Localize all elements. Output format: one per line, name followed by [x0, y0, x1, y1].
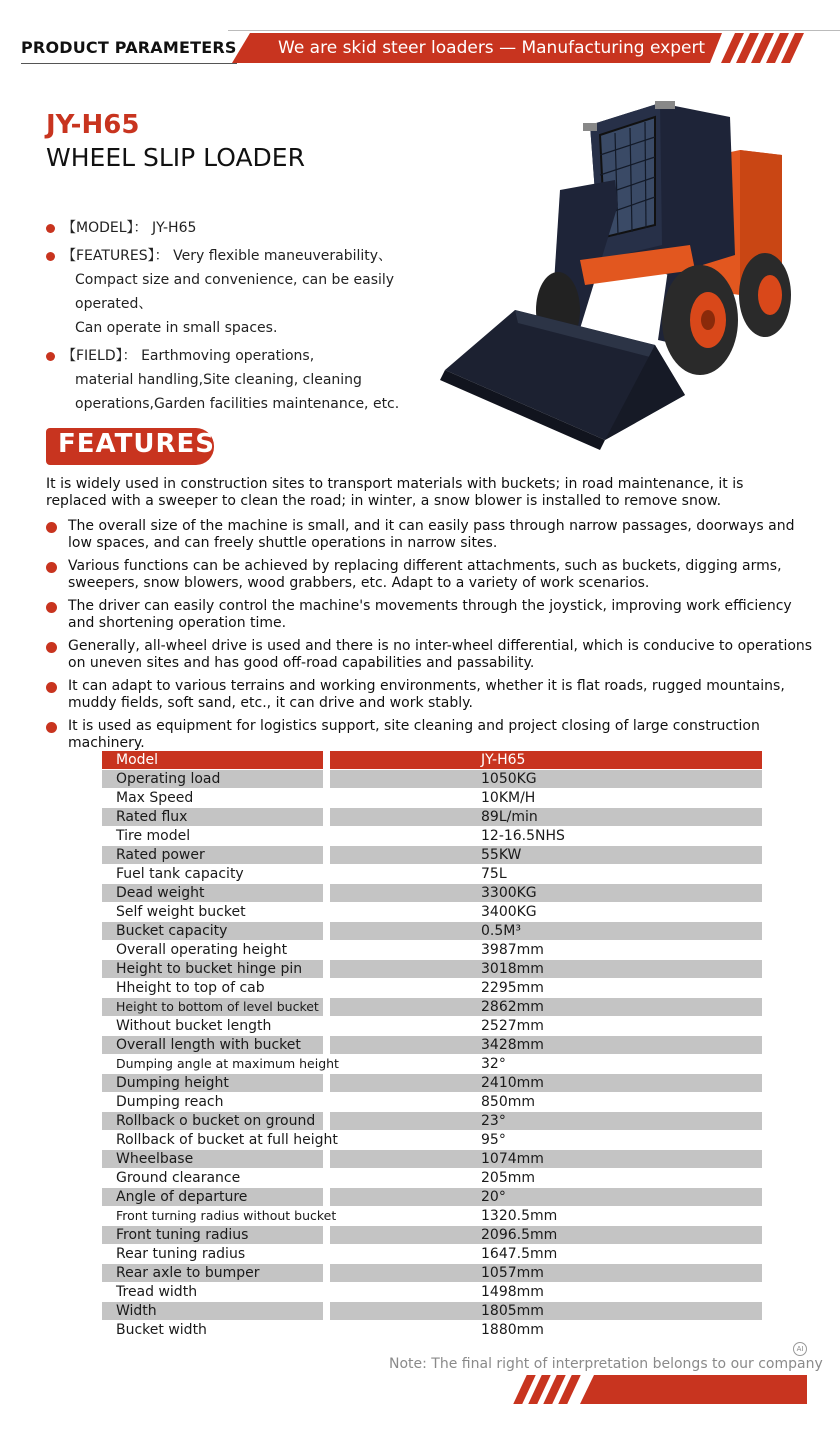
table-row: [102, 1093, 762, 1112]
spec-model-label: 【MODEL】：: [62, 220, 148, 236]
table-value: 2527mm: [481, 1018, 544, 1034]
table-key: Dumping height: [102, 1074, 323, 1092]
table-value: 2410mm: [330, 1074, 762, 1092]
table-value: 89L/min: [330, 808, 762, 826]
table-value: 1074mm: [330, 1150, 762, 1168]
table-header-key: Model: [102, 751, 323, 769]
header-title: PRODUCT PARAMETERS: [21, 38, 237, 57]
spec-field: [46, 344, 446, 416]
table-value: 20°: [330, 1188, 762, 1206]
table-value: 3987mm: [481, 942, 544, 958]
table-header-value: JY-H65: [330, 751, 762, 769]
bullet-text: It can adapt to various terrains and working environments, whether it is flat roads, rugged mountains, muddy fields, soft sand, etc., it can drive and work stably.: [68, 678, 785, 711]
table-row: [102, 865, 762, 884]
table-key: Height to bucket hinge pin: [102, 960, 323, 978]
table-key: Operating load: [102, 770, 323, 788]
table-row: [102, 1283, 762, 1302]
table-row: [102, 808, 762, 827]
list-item: [46, 718, 816, 752]
list-item: [46, 678, 816, 712]
bullet-text: It is used as equipment for logistics support, site cleaning and project closing of large construction machinery.: [68, 718, 760, 751]
table-row: [102, 1302, 762, 1321]
table-row: [102, 903, 762, 922]
table-value: 10KM/H: [481, 790, 536, 806]
features-heading: FEATURES: [58, 429, 215, 459]
table-key: Tread width: [116, 1284, 198, 1300]
table-value: 1805mm: [330, 1302, 762, 1320]
table-key: Overall operating height: [116, 942, 288, 958]
parameter-table: [102, 751, 762, 1340]
table-row: [102, 846, 762, 865]
table-value: 2295mm: [481, 980, 544, 996]
bullet-dot-icon: [46, 602, 57, 613]
table-key: Without bucket length: [116, 1018, 272, 1034]
table-row: [102, 789, 762, 808]
table-key: Self weight bucket: [116, 904, 246, 920]
bullet-text: The driver can easily control the machine's movements through the joystick, improving work efficiency and shortening operation time.: [68, 598, 792, 631]
table-key: Bucket width: [116, 1322, 207, 1338]
spec-features-line: Very flexible maneuverability、: [173, 248, 393, 264]
table-key: Max Speed: [116, 790, 194, 806]
table-value: 3018mm: [330, 960, 762, 978]
table-value: 1050KG: [330, 770, 762, 788]
table-key: Dead weight: [102, 884, 323, 902]
spec-features-line: Can operate in small spaces.: [75, 320, 278, 336]
ai-mark-icon: AI: [793, 1342, 807, 1356]
bullet-dot-icon: [46, 252, 55, 261]
table-row: [102, 1017, 762, 1036]
table-row: [102, 1150, 762, 1169]
bullet-dot-icon: [46, 352, 55, 361]
spec-features-line: Compact size and convenience, can be easily operated、: [75, 272, 395, 312]
list-item: [46, 638, 816, 672]
table-value: 2862mm: [330, 998, 762, 1016]
table-key: Angle of departure: [102, 1188, 323, 1206]
footer-band: [580, 1375, 807, 1404]
table-value: 12-16.5NHS: [481, 828, 565, 844]
table-value: 1880mm: [481, 1322, 544, 1338]
table-value: 1498mm: [481, 1284, 544, 1300]
spec-features: [46, 244, 446, 340]
table-value: 32°: [481, 1056, 506, 1072]
features-intro: It is widely used in construction sites to transport materials with buckets; in road maintenance, it is replaced with a sweeper to clean the road; in winter, a snow blower is installed to remove snow.: [46, 476, 744, 509]
bullet-dot-icon: [46, 522, 57, 533]
footer-stripes: [520, 1375, 580, 1404]
table-row: [102, 1169, 762, 1188]
table-row: [102, 1074, 762, 1093]
table-key: Rear axle to bumper: [102, 1264, 323, 1282]
spec-list: [46, 216, 446, 420]
spec-model-value: JY-H65: [151, 220, 197, 236]
table-row: [102, 770, 762, 789]
table-row: [102, 884, 762, 903]
spec-field-line: Earthmoving operations,: [141, 348, 315, 364]
product-name: WHEEL SLIP LOADER: [46, 143, 305, 172]
table-key: Fuel tank capacity: [116, 866, 244, 882]
product-code: JY-H65: [46, 110, 140, 140]
list-item: [46, 558, 816, 592]
table-row: [102, 922, 762, 941]
table-key: Hheight to top of cab: [116, 980, 265, 996]
bullet-text: Various functions can be achieved by replacing different attachments, such as buckets, digging arms, sweepers, snow blowers, wood grabbers, etc. Adapt to a variety of work scenarios.: [68, 558, 782, 591]
table-key: Overall length with bucket: [102, 1036, 323, 1054]
table-row: [102, 1036, 762, 1055]
table-row: [102, 979, 762, 998]
table-row: [102, 1245, 762, 1264]
header-stripes: [728, 33, 803, 63]
table-row: [102, 827, 762, 846]
table-key: Rated power: [102, 846, 323, 864]
table-key: Rollback of bucket at full height: [116, 1132, 338, 1148]
table-row: [102, 1207, 762, 1226]
table-key: Dumping reach: [116, 1094, 224, 1110]
spec-field-line: material handling,Site cleaning, cleaning: [75, 372, 362, 388]
spec-model: [46, 216, 446, 240]
table-row: [102, 1112, 762, 1131]
table-value: 95°: [481, 1132, 506, 1148]
table-key: Front tuning radius: [102, 1226, 323, 1244]
table-key: Dumping angle at maximum height: [116, 1056, 339, 1071]
table-key: Height to bottom of level bucket: [102, 998, 323, 1016]
table-row: [102, 1055, 762, 1074]
table-key: Width: [102, 1302, 323, 1320]
spec-field-line: operations,Garden facilities maintenance, etc.: [75, 396, 400, 412]
table-key: Rated flux: [102, 808, 323, 826]
table-value: 850mm: [481, 1094, 535, 1110]
table-row: [102, 1131, 762, 1150]
bullet-dot-icon: [46, 562, 57, 573]
skid-steer-loader-image: [440, 95, 810, 455]
bullet-dot-icon: [46, 722, 57, 733]
table-row: [102, 960, 762, 979]
table-header-row: [102, 751, 762, 770]
table-row: [102, 1321, 762, 1340]
bullet-dot-icon: [46, 682, 57, 693]
table-value: 1320.5mm: [481, 1208, 558, 1224]
footer-note: Note: The final right of interpretation belongs to our company: [389, 1356, 823, 1372]
bullet-dot-icon: [46, 224, 55, 233]
table-key: Rear tuning radius: [116, 1246, 246, 1262]
table-value: 3400KG: [481, 904, 537, 920]
bullet-text: Generally, all-wheel drive is used and there is no inter-wheel differential, which is conducive to operations on uneven sites and has good off-road capabilities and passability.: [68, 638, 813, 671]
table-value: 2096.5mm: [330, 1226, 762, 1244]
table-value: 1057mm: [330, 1264, 762, 1282]
table-key: Wheelbase: [102, 1150, 323, 1168]
table-value: 205mm: [481, 1170, 535, 1186]
table-value: 0.5M³: [330, 922, 762, 940]
table-value: 55KW: [330, 846, 762, 864]
table-value: 3428mm: [330, 1036, 762, 1054]
table-key: Bucket capacity: [102, 922, 323, 940]
features-bullet-list: [46, 518, 816, 758]
table-row: [102, 941, 762, 960]
table-value: 23°: [330, 1112, 762, 1130]
table-key: Ground clearance: [116, 1170, 241, 1186]
table-value: 3300KG: [330, 884, 762, 902]
list-item: [46, 518, 816, 552]
spec-features-label: 【FEATURES】：: [62, 248, 169, 264]
bullet-dot-icon: [46, 642, 57, 653]
table-key: Front turning radius without bucket: [116, 1208, 337, 1223]
header-tagline: We are skid steer loaders — Manufacturing expert: [278, 38, 706, 58]
table-row: [102, 1188, 762, 1207]
table-value: 75L: [481, 866, 507, 882]
header-underline: [21, 63, 237, 64]
table-row: [102, 1264, 762, 1283]
list-item: [46, 598, 816, 632]
table-row: [102, 1226, 762, 1245]
bullet-text: The overall size of the machine is small, and it can easily pass through narrow passages, doorways and low spaces, and can freely shuttle operations in narrow sites.: [68, 518, 795, 551]
table-value: 1647.5mm: [481, 1246, 558, 1262]
table-key: Rollback o bucket on ground: [102, 1112, 323, 1130]
table-key: Tire model: [116, 828, 191, 844]
spec-field-label: 【FIELD】：: [62, 348, 137, 364]
table-row: [102, 998, 762, 1017]
